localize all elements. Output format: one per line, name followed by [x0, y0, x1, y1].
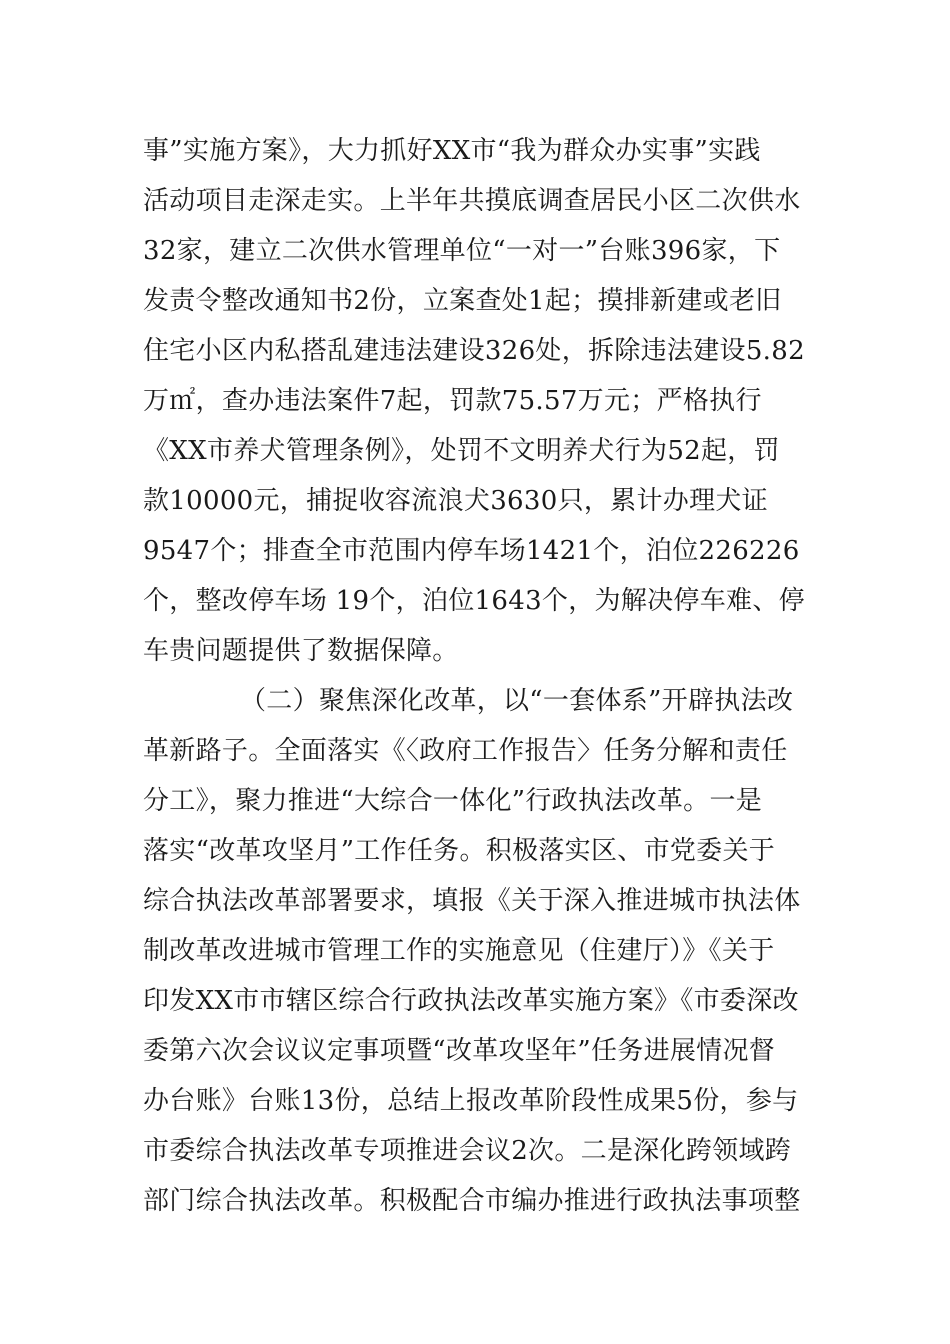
- text-line: 事”实施方案》，大力抓好XX市“我为群众办实事”实践: [143, 136, 761, 166]
- text-line: 印发XX市市辖区综合行政执法改革实施方案》《市委深改: [143, 986, 799, 1016]
- section-heading-line: （二）聚焦深化改革，以“一套体系”开辟执法改: [240, 686, 794, 716]
- text-line: 制改革改进城市管理工作的实施意见（住建厅）》《关于: [143, 936, 775, 966]
- text-line: 革新路子。全面落实《〈政府工作报告〉任务分解和责任: [143, 736, 788, 766]
- text-line: 活动项目走深走实。上半年共摸底调查居民小区二次供水: [143, 186, 801, 216]
- text-line: 住宅小区内私搭乱建违法建设326处，拆除违法建设5.82: [143, 336, 805, 366]
- text-line: 32家，建立二次供水管理单位“一对一”台账396家，下: [143, 236, 781, 266]
- text-line: 分工》，聚力推进“大综合一体化”行政执法改革。一是: [143, 786, 763, 816]
- text-line: 发责令整改通知书2份，立案查处1起；摸排新建或老旧: [143, 286, 782, 316]
- text-line: 部门综合执法改革。积极配合市编办推进行政执法事项整: [143, 1186, 801, 1216]
- text-line: 款10000元，捕捉收容流浪犬3630只，累计办理犬证: [143, 486, 768, 516]
- text-line: 《XX市养犬管理条例》，处罚不文明养犬行为52起，罚: [143, 436, 780, 466]
- text-line: 个，整改停车场 19个，泊位1643个，为解决停车难、停: [143, 586, 805, 616]
- text-line: 办台账》台账13份，总结上报改革阶段性成果5份，参与: [143, 1086, 799, 1116]
- text-line: 车贵问题提供了数据保障。: [143, 636, 459, 666]
- text-line: 综合执法改革部署要求，填报《关于深入推进城市执法体: [143, 886, 801, 916]
- text-line: 落实“改革攻坚月”工作任务。积极落实区、市党委关于: [143, 836, 776, 866]
- text-line: 委第六次会议议定事项暨“改革攻坚年”任务进展情况督: [143, 1036, 776, 1066]
- text-line: 万㎡，查办违法案件7起，罚款75.57万元；严格执行: [143, 386, 762, 416]
- text-line: 市委综合执法改革专项推进会议2次。二是深化跨领域跨: [143, 1136, 792, 1166]
- text-line: 9547个；排查全市范围内停车场1421个，泊位226226: [143, 536, 800, 566]
